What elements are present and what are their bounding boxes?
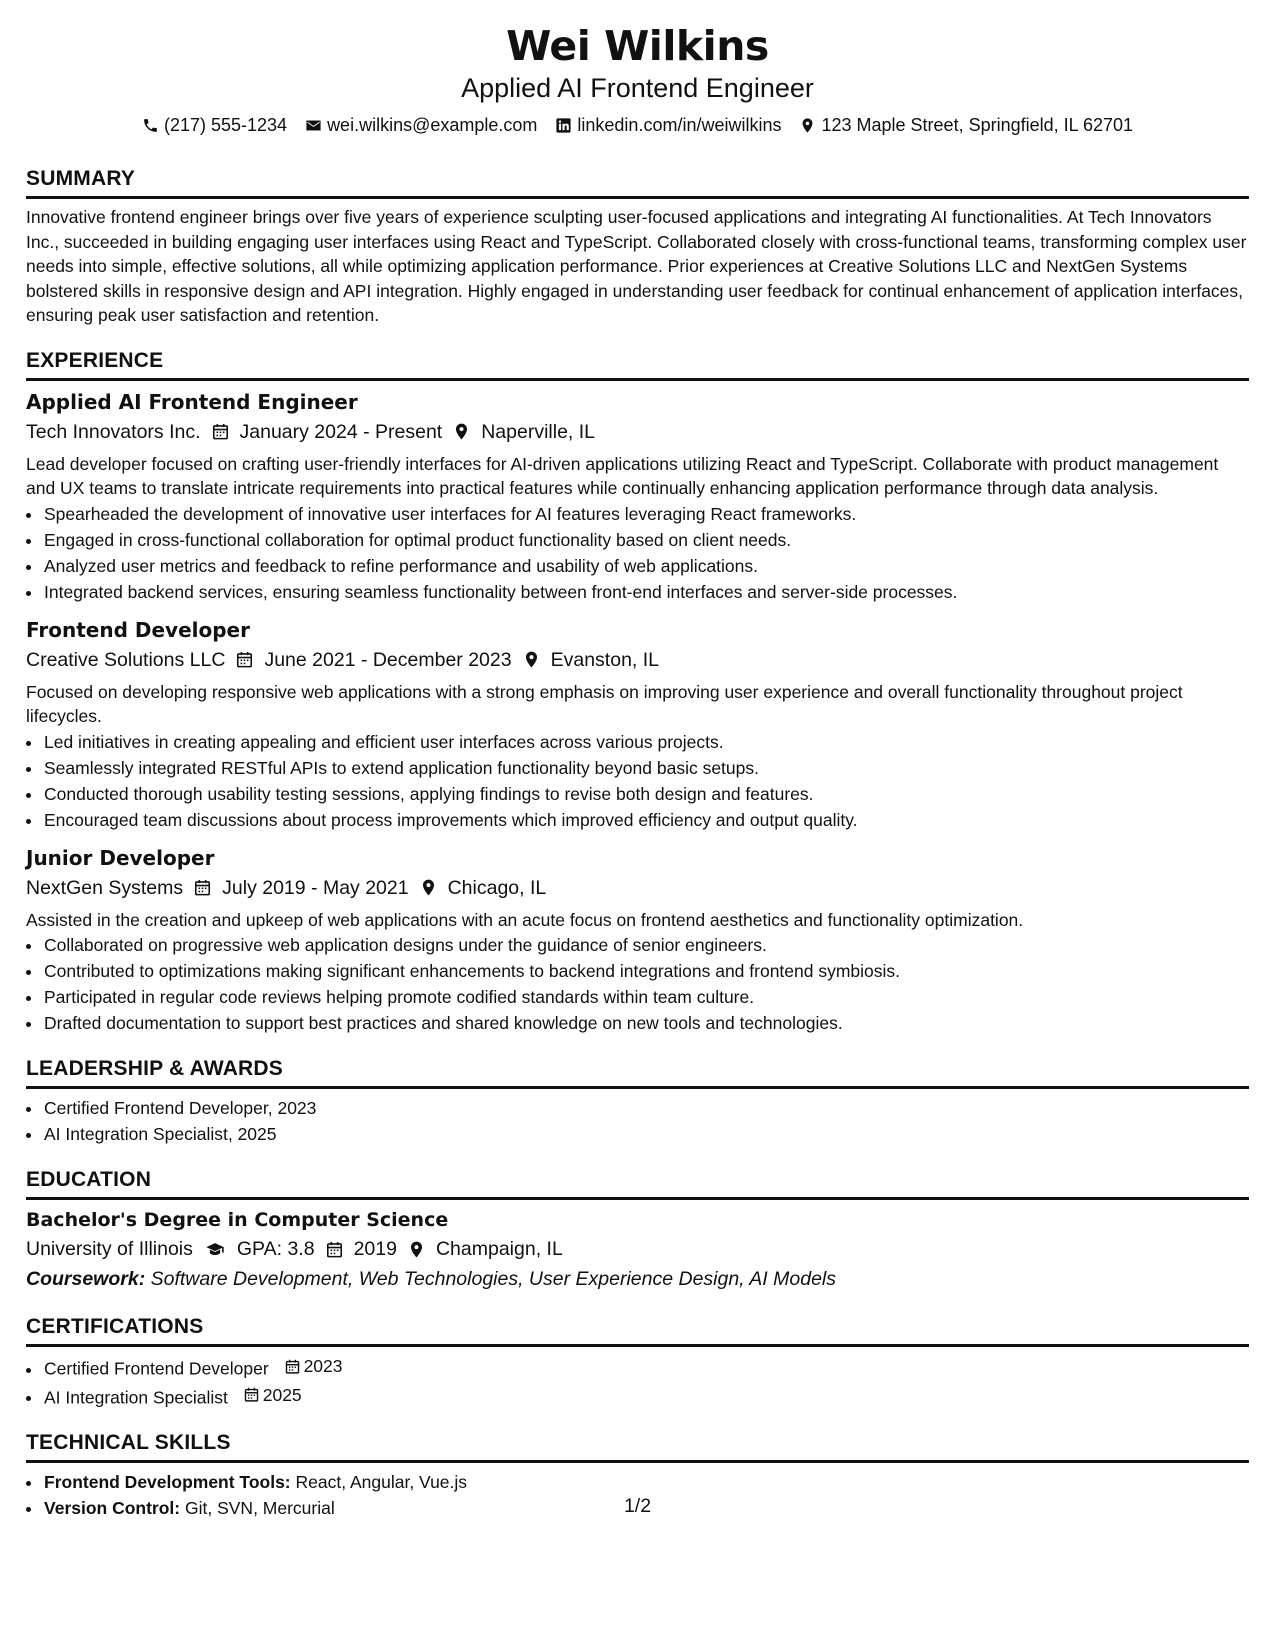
page-number: 1/2 [623, 1495, 652, 1517]
list-item: • Integrated backend services, ensuring seamless functionality between front-end interfaces and server-side processes. [43, 579, 1249, 605]
graduation-year: 2019 [353, 1238, 397, 1260]
job-entry [26, 615, 1249, 833]
skill-label: Version Control: [44, 1498, 181, 1518]
list-item: • Conducted thorough usability testing sessions, applying findings to revise both design and features. [43, 781, 1249, 807]
contact-bar [26, 112, 1249, 138]
job-location: Naperville, IL [481, 420, 596, 443]
job-description: Lead developer focused on crafting user-friendly interfaces for AI-driven applications utilizing React and TypeScript. Collaborate with product management and UX teams to translate intricate requirements into practical features while continually enhancing application performance through data analysis. [26, 453, 1219, 498]
skill-value: Git, SVN, Mercurial [185, 1498, 335, 1518]
experience-section [26, 348, 1249, 1037]
list-item [43, 1469, 1249, 1495]
company-name: NextGen Systems [26, 876, 184, 899]
contact-email[interactable] [305, 112, 537, 138]
job-meta [26, 645, 1249, 675]
summary-text: Innovative frontend engineer brings over five years of experience sculpting user-focused applications and integrating AI functionalities. At Tech Innovators Inc., succeeded in building engaging user interfaces using React and TypeScript. Collaborated closely with cross-functional teams, transforming complex user needs into simple, effective solutions, all while optimizing application performance. Prior experiences at Creative Solutions LLC and NextGen Systems bolstered skills in responsive design and API integration. Highly engaged in understanding user feedback for continual enhancement of application interfaces, ensuring peak user satisfaction and retention. [26, 207, 1247, 325]
job-bullets [26, 501, 1249, 605]
list-item: • Drafted documentation to support best practices and shared knowledge on new tools and technologies. [43, 1010, 1249, 1036]
email-text: wei.wilkins@example.com [327, 115, 538, 135]
education-meta [26, 1234, 1249, 1264]
cert-name: AI Integration Specialist [44, 1387, 228, 1407]
certifications-list [26, 1353, 1249, 1410]
job-description: Focused on developing responsive web applications with a strong emphasis on improving user experience and overall functionality throughout project lifecycles. [26, 681, 1183, 726]
list-item [43, 1353, 1249, 1382]
coursework-line [26, 1264, 1249, 1294]
section-heading: LEADERSHIP & AWARDS [26, 1056, 1249, 1089]
job-dates: June 2021 - December 2023 [264, 648, 512, 671]
contact-phone[interactable] [142, 112, 287, 138]
job-title: Frontend Developer [26, 617, 250, 642]
education-section [26, 1167, 1249, 1294]
job-bullets [26, 729, 1249, 833]
calendar-icon [211, 422, 230, 441]
list-item [43, 1382, 1249, 1411]
degree-title: Bachelor's Degree in Computer Science [26, 1209, 449, 1231]
contact-linkedin[interactable] [555, 112, 781, 138]
coursework-text: Software Development, Web Technologies, User Experience Design, AI Models [150, 1268, 837, 1290]
skill-label: Frontend Development Tools: [44, 1472, 291, 1492]
contact-address [799, 112, 1133, 138]
job-description: Assisted in the creation and upkeep of web applications with an acute focus on frontend aesthetics and functionality optimization. [26, 909, 1024, 930]
certifications-section [26, 1314, 1249, 1410]
graduation-cap-icon [203, 1240, 227, 1259]
map-pin-icon [407, 1240, 426, 1259]
map-pin-icon [452, 422, 471, 441]
company-name: Tech Innovators Inc. [26, 420, 201, 443]
candidate-name: Wei Wilkins [506, 22, 769, 70]
calendar-icon [193, 878, 212, 897]
list-item: • Contributed to optimizations making significant enhancements to backend integrations and frontend symbiosis. [43, 958, 1249, 984]
job-dates: July 2019 - May 2021 [222, 876, 409, 899]
job-meta [26, 417, 1249, 447]
section-heading: EDUCATION [26, 1167, 1249, 1200]
list-item: • Engaged in cross-functional collaboration for optimal product functionality based on client needs. [43, 527, 1249, 553]
list-item: • Participated in regular code reviews helping promote codified standards within team culture. [43, 984, 1249, 1010]
calendar-icon [235, 650, 254, 669]
map-pin-icon [799, 117, 816, 134]
leadership-list [26, 1095, 1249, 1147]
skill-value: React, Angular, Vue.js [295, 1472, 468, 1492]
school-name: University of Illinois [26, 1238, 193, 1260]
list-item: • Certified Frontend Developer, 2023 [43, 1095, 1249, 1121]
calendar-icon [325, 1240, 344, 1259]
leadership-section [26, 1056, 1249, 1147]
linkedin-icon [555, 117, 572, 134]
list-item: • Analyzed user metrics and feedback to refine performance and usability of web applications. [43, 553, 1249, 579]
job-title: Applied AI Frontend Engineer [26, 389, 358, 414]
cert-name: Certified Frontend Developer [44, 1358, 269, 1379]
section-heading: EXPERIENCE [26, 348, 1249, 381]
job-location: Evanston, IL [550, 648, 660, 671]
list-item: • Collaborated on progressive web application designs under the guidance of senior engineers. [43, 932, 1249, 958]
list-item: • Spearheaded the development of innovative user interfaces for AI features leveraging React frameworks. [43, 501, 1249, 527]
cert-year: 2023 [303, 1356, 343, 1376]
section-heading: SUMMARY [26, 166, 1249, 199]
list-item: • Seamlessly integrated RESTful APIs to extend application functionality beyond basic setups. [43, 755, 1249, 781]
summary-section [26, 166, 1249, 328]
section-heading: TECHNICAL SKILLS [26, 1430, 1249, 1463]
resume-header [26, 20, 1249, 138]
list-item: • AI Integration Specialist, 2025 [43, 1121, 1249, 1147]
company-name: Creative Solutions LLC [26, 648, 226, 671]
job-entry [26, 843, 1249, 1037]
job-title: Junior Developer [26, 845, 215, 870]
section-heading: CERTIFICATIONS [26, 1314, 1249, 1347]
phone-icon [142, 117, 159, 134]
coursework-label: Coursework: [26, 1268, 146, 1290]
map-pin-icon [522, 650, 541, 669]
calendar-icon [284, 1358, 301, 1375]
job-entry [26, 387, 1249, 605]
job-meta [26, 873, 1249, 903]
cert-year: 2025 [262, 1384, 302, 1405]
candidate-title: Applied AI Frontend Engineer [461, 73, 814, 103]
address-text: 123 Maple Street, Springfield, IL 62701 [821, 115, 1134, 135]
gpa-text: GPA: 3.8 [236, 1238, 315, 1260]
envelope-icon [305, 117, 322, 134]
school-location: Champaign, IL [435, 1238, 563, 1260]
linkedin-text: linkedin.com/in/weiwilkins [577, 115, 782, 135]
job-location: Chicago, IL [447, 876, 547, 899]
job-bullets [26, 932, 1249, 1036]
job-dates: January 2024 - Present [239, 420, 443, 443]
list-item: • Encouraged team discussions about process improvements which improved efficiency and output quality. [43, 807, 1249, 833]
resume-page [26, 20, 1249, 1521]
phone-text: (217) 555-1234 [163, 115, 288, 135]
list-item: • Led initiatives in creating appealing and efficient user interfaces across various projects. [43, 729, 1249, 755]
map-pin-icon [419, 878, 438, 897]
calendar-icon [243, 1386, 260, 1403]
